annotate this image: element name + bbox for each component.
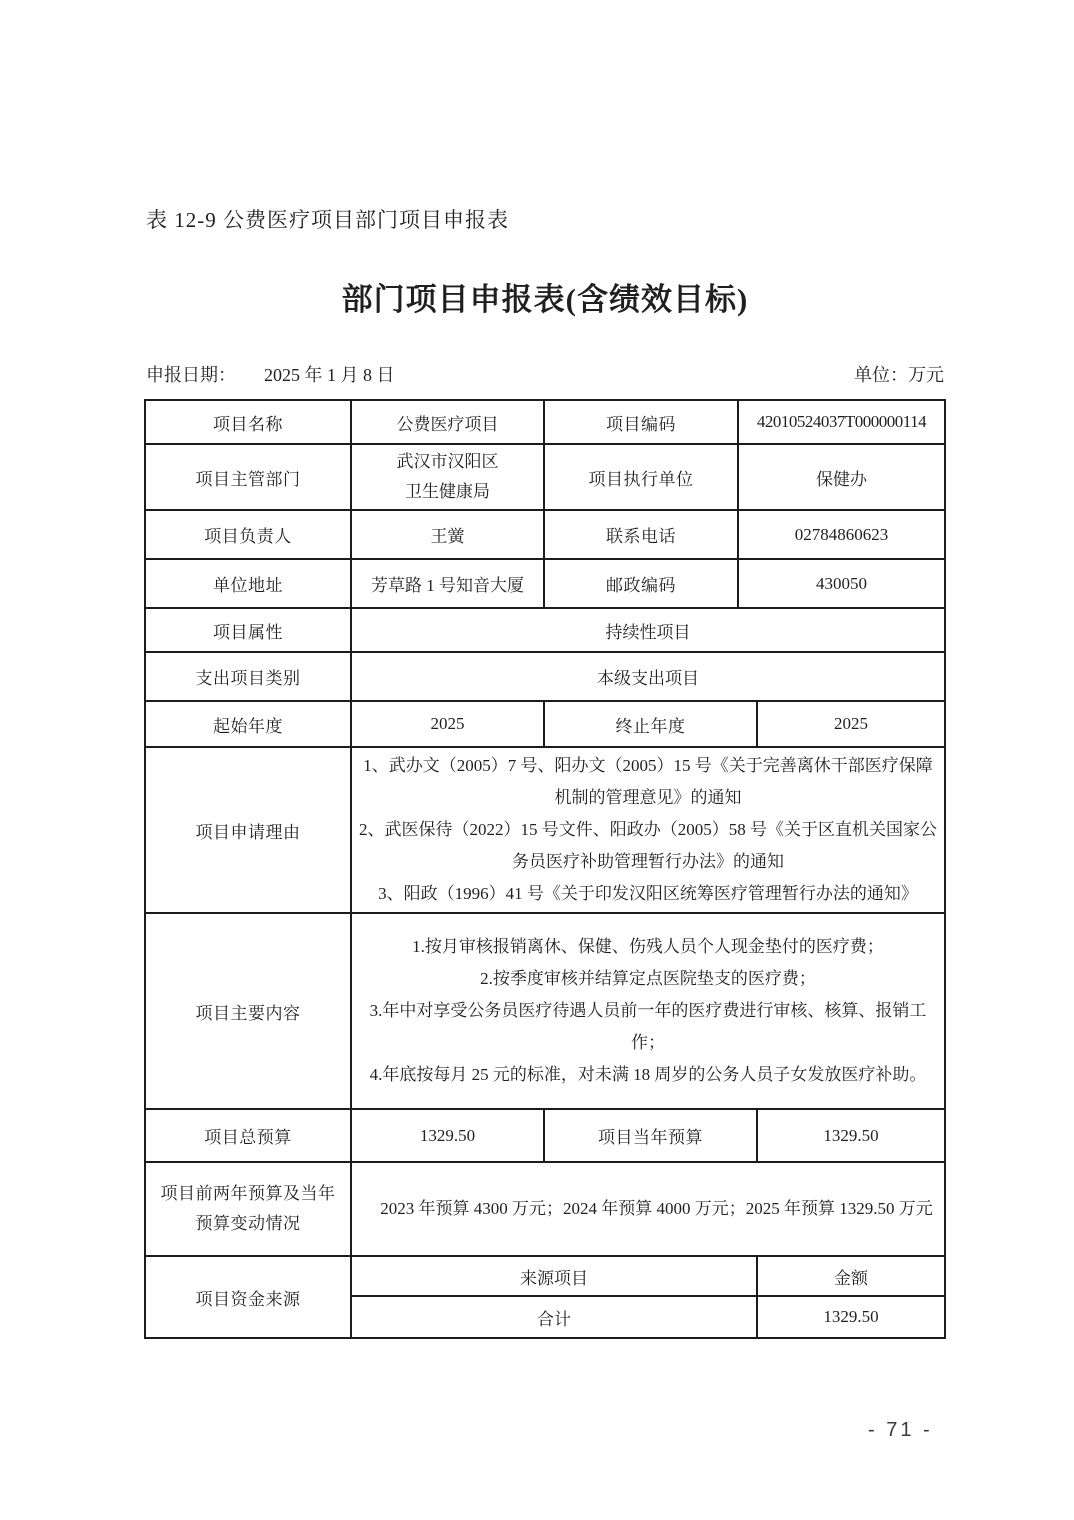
project-name-value: 公费医疗项目: [351, 400, 544, 444]
funding-total-amount: 1329.50: [757, 1296, 945, 1338]
application-reason-label: 项目申请理由: [145, 747, 351, 913]
row-supervisor-dept: [145, 444, 945, 510]
unit-address-value: 芳草路 1 号知音大厦: [351, 559, 544, 608]
row-budget: [145, 1109, 945, 1162]
project-code-label: 项目编码: [544, 400, 738, 444]
project-attribute-value: 持续性项目: [351, 608, 945, 652]
application-date: [146, 361, 395, 387]
executing-unit-label: 项目执行单位: [544, 444, 738, 510]
application-form-table: [144, 399, 946, 1339]
row-funding-headers: [145, 1256, 945, 1296]
supervisor-dept-label: 项目主管部门: [145, 444, 351, 510]
project-name-label: 项目名称: [145, 400, 351, 444]
contact-phone-value: 02784860623: [738, 510, 945, 559]
unit-address-label: 单位地址: [145, 559, 351, 608]
project-leader-label: 项目负责人: [145, 510, 351, 559]
table-caption: 表 12-9 公费医疗项目部门项目申报表: [146, 208, 509, 232]
row-unit-address: [145, 559, 945, 608]
expense-category-value: 本级支出项目: [351, 652, 945, 701]
contact-phone-label: 联系电话: [544, 510, 738, 559]
meta-row: [146, 361, 944, 387]
total-budget-value: 1329.50: [351, 1109, 544, 1162]
application-reason-value: 1、武办文（2005）7 号、阳办文（2005）15 号《关于完善离休干部医疗保障机制的管理意见》的通知 2、武医保待（2022）15 号文件、阳政办（2005）58 号《关于区直机关国家公务员医疗补助管理暂行办法》的通知 3、阳政（1996）41 号《关于印发汉阳区统筹医疗管理暂行办法的通知》: [351, 747, 945, 913]
postal-code-value: 430050: [738, 559, 945, 608]
row-project-years: [145, 701, 945, 747]
main-content-label: 项目主要内容: [145, 913, 351, 1109]
funding-total-label: 合计: [351, 1296, 757, 1338]
funding-amount-header: 金额: [757, 1256, 945, 1296]
previous-budgets-value: 2023 年预算 4300 万元；2024 年预算 4000 万元；2025 年预算 1329.50 万元: [351, 1162, 945, 1256]
main-content-value: 1.按月审核报销离休、保健、伤残人员个人现金垫付的医疗费； 2.按季度审核并结算定点医院垫支的医疗费； 3.年中对享受公务员医疗待遇人员前一年的医疗费进行审核、核算、报销工作； 4.年底按每月 25 元的标准，对未满 18 周岁的公务人员子女发放医疗补助。: [351, 913, 945, 1109]
end-year-label: 终止年度: [544, 701, 757, 747]
row-project-name: [145, 400, 945, 444]
start-year-label: 起始年度: [145, 701, 351, 747]
project-leader-value: 王黉: [351, 510, 544, 559]
application-date-label: 申报日期：: [146, 365, 236, 385]
unit-label: 单位：万元: [854, 365, 944, 385]
previous-budgets-label: 项目前两年预算及当年 预算变动情况: [145, 1162, 351, 1256]
executing-unit-value: 保健办: [738, 444, 945, 510]
funding-source-header: 来源项目: [351, 1256, 757, 1296]
application-date-value: 2025 年 1 月 8 日: [264, 365, 395, 385]
row-application-reason: [145, 747, 945, 913]
start-year-value: 2025: [351, 701, 544, 747]
funding-source-label: 项目资金来源: [145, 1256, 351, 1338]
row-project-attribute: [145, 608, 945, 652]
page-number: - 71 -: [868, 1419, 933, 1441]
supervisor-dept-value: 武汉市汉阳区 卫生健康局: [351, 444, 544, 510]
current-year-budget-value: 1329.50: [757, 1109, 945, 1162]
row-project-leader: [145, 510, 945, 559]
project-attribute-label: 项目属性: [145, 608, 351, 652]
expense-category-label: 支出项目类别: [145, 652, 351, 701]
current-year-budget-label: 项目当年预算: [544, 1109, 757, 1162]
project-code-value: 42010524037T000000114: [738, 400, 945, 444]
end-year-value: 2025: [757, 701, 945, 747]
page-title: 部门项目申报表(含绩效目标): [341, 282, 749, 317]
row-previous-budgets: [145, 1162, 945, 1256]
postal-code-label: 邮政编码: [544, 559, 738, 608]
row-main-content: [145, 913, 945, 1109]
total-budget-label: 项目总预算: [145, 1109, 351, 1162]
row-expense-category: [145, 652, 945, 701]
